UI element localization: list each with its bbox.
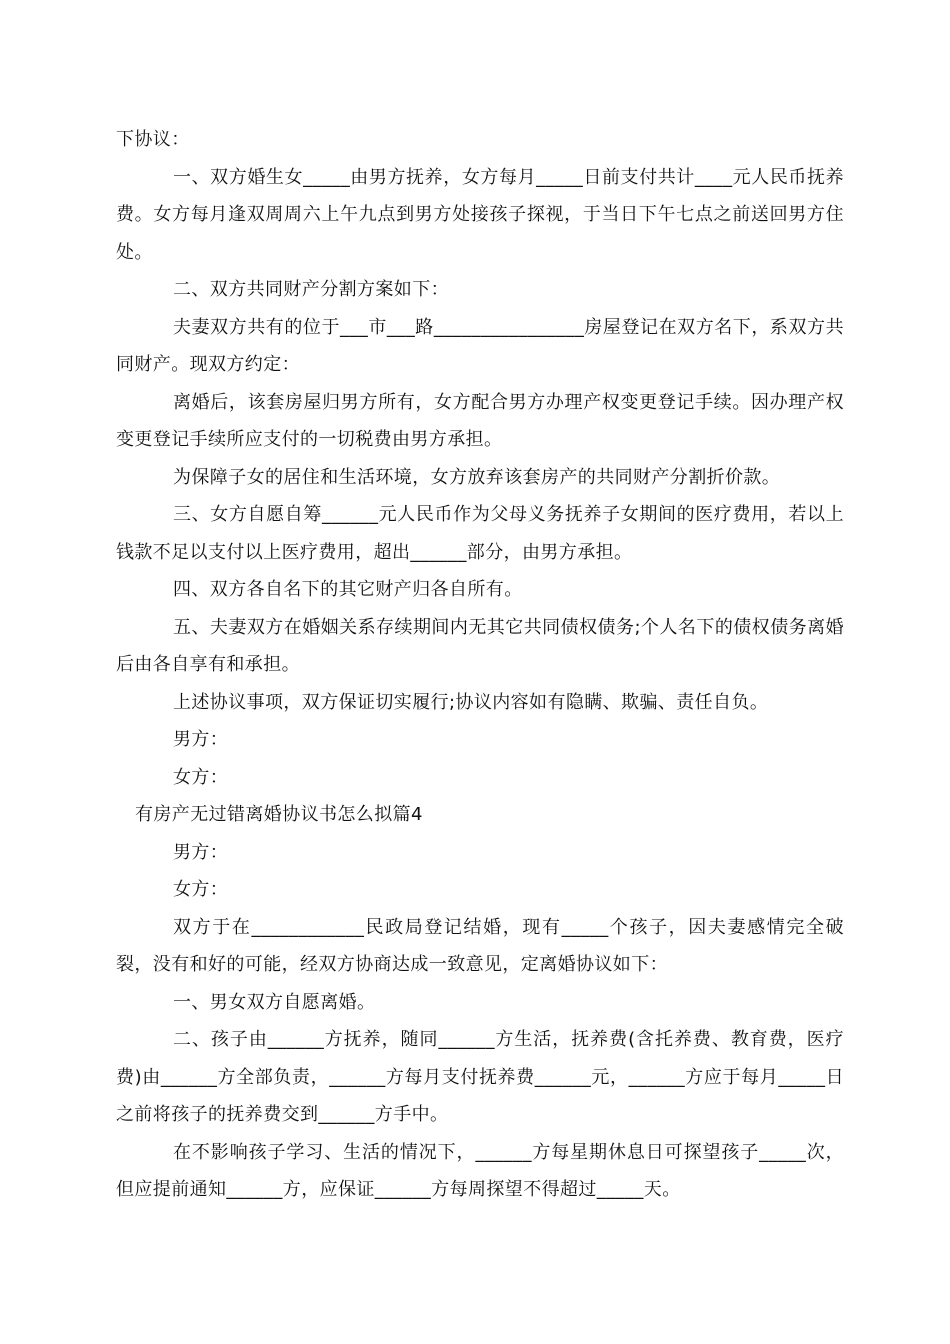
- paragraph-child-custody: 二、孩子由______方抚养，随同______方生活，抚养费(含托养费、教育费，医疗费)由______方全部负责，______方每月支付抚养费______元，______方应于每月_____日之前将孩子的抚养费交到______方手中。: [116, 1029, 844, 1125]
- paragraph-debts: 五、夫妻双方在婚姻关系存续期间内无其它共同债权债务;个人名下的债权债务离婚后由各自享有和承担。: [116, 616, 844, 675]
- paragraph-medical-expenses: 三、女方自愿自筹______元人民币作为父母义务抚养子女期间的医疗费用，若以上钱款不足以支付以上医疗费用，超出______部分，由男方承担。: [116, 504, 844, 563]
- signature-wife-label: 女方：: [173, 766, 229, 788]
- section-title-part-4: 有房产无过错离婚协议书怎么拟篇4: [135, 804, 423, 825]
- paragraph-visitation: 在不影响孩子学习、生活的情况下，______方每星期休息日可探望孩子_____次，但应提前通知______方，应保证______方每周探望不得超过_____天。: [116, 1141, 844, 1200]
- paragraph-guarantee: 上述协议事项，双方保证切实履行;协议内容如有隐瞒、欺骗、责任自负。: [173, 691, 769, 713]
- party-wife-label: 女方：: [173, 879, 229, 900]
- paragraph-agreement-intro: 下协议：: [116, 129, 190, 150]
- paragraph-property-division-heading: 二、双方共同财产分割方案如下：: [173, 279, 449, 300]
- paragraph-waive-compensation: 为保障子女的居住和生活环境，女方放弃该套房产的共同财产分割折价款。: [173, 466, 781, 488]
- paragraph-child-support: 一、双方婚生女_____由男方抚养，女方每月_____日前支付共计____元人民币抚养费。女方每月逢双周周六上午九点到男方处接孩子探视，于当日下午七点之前送回男方住处。: [116, 166, 844, 263]
- paragraph-marriage-registration: 双方于在____________民政局登记结婚，现有_____个孩子，因夫妻感情完全破裂，没有和好的可能，经双方协商达成一致意见，定离婚协议如下：: [116, 916, 844, 975]
- document-body: [116, 121, 844, 1209]
- paragraph-joint-house: 夫妻双方共有的位于___市___路________________房屋登记在双方名下，系双方共同财产。现双方约定：: [116, 316, 844, 375]
- paragraph-other-property: 四、双方各自名下的其它财产归各自所有。: [173, 579, 523, 600]
- party-husband-label: 男方：: [173, 841, 229, 863]
- paragraph-house-ownership: 离婚后，该套房屋归男方所有，女方配合男方办理产权变更登记手续。因办理产权变更登记手续所应支付的一切税费由男方承担。: [116, 391, 844, 450]
- signature-husband-label: 男方：: [173, 729, 229, 750]
- paragraph-voluntary-divorce: 一、男女双方自愿离婚。: [173, 991, 376, 1013]
